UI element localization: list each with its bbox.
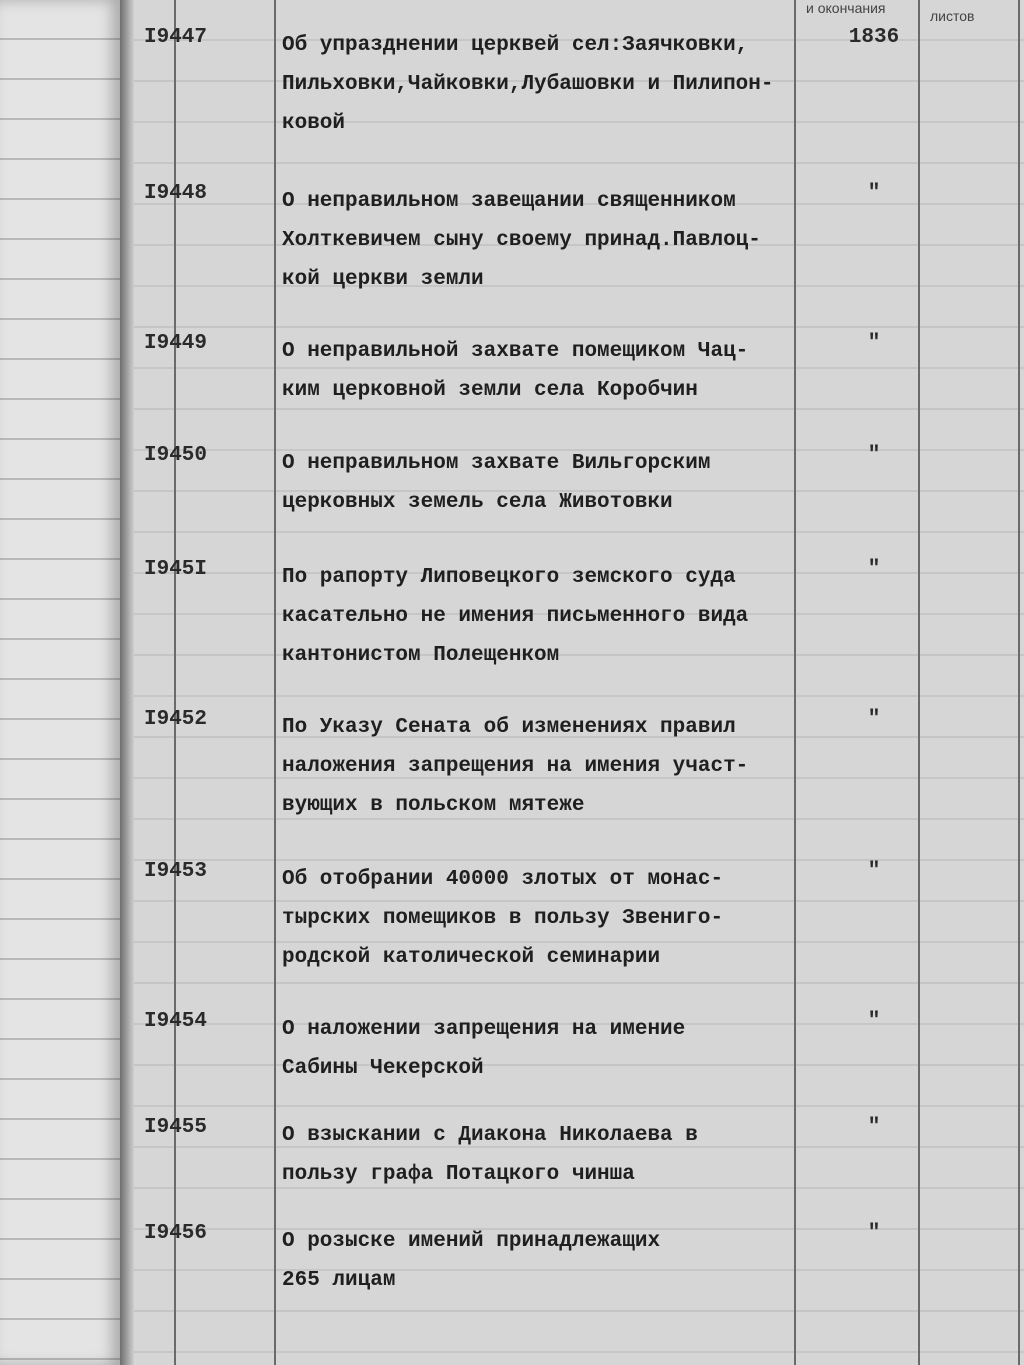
column-rule — [918, 0, 920, 1365]
entry-description: О розыске имений принадлежащих 265 лицам — [282, 1230, 661, 1292]
entry-date: " — [867, 708, 881, 731]
entry-number: I9448 — [144, 182, 208, 205]
entry-date: " — [867, 860, 881, 883]
entry-description: О неправильном захвате Вильгорским церковных земель села Животовки — [282, 452, 711, 514]
entry-description: Об отобрании 40000 злотых от монас- тырских помещиков в пользу Звениго- родской католической семинарии — [282, 868, 724, 969]
entry-date: " — [867, 182, 881, 205]
entry-number: I9452 — [144, 708, 208, 731]
entry-number: I9449 — [144, 332, 208, 355]
entry-description: По рапорту Липовецкого земского суда касательно не имения письменного вида кантонистом Полещенком — [282, 566, 749, 667]
entry-description: О наложении запрещения на имение Сабины Чекерской — [282, 1018, 686, 1080]
column-rule — [274, 0, 276, 1365]
entry-number: I9454 — [144, 1010, 208, 1033]
entry-description: О взыскании с Диакона Николаева в пользу графа Потацкого чинша — [282, 1124, 698, 1186]
facing-page — [0, 0, 126, 1365]
entry-description: О неправильной захвате помещиком Чац- ким церковной земли села Коробчин — [282, 340, 749, 402]
entry-number: I9456 — [144, 1222, 208, 1245]
entry-description: Об упразднении церквей сел:Заячковки, Пильховки,Чайковки,Лубашовки и Пилипон- ковой — [282, 34, 774, 135]
entry-date: " — [867, 332, 881, 355]
entry-date: " — [867, 1116, 881, 1139]
entry-date: " — [867, 1222, 881, 1245]
column-rule — [1018, 0, 1020, 1365]
entry-number: I9447 — [144, 26, 208, 49]
header-dates: и окончания — [806, 0, 886, 16]
entry-number: I9455 — [144, 1116, 208, 1139]
header-sheets: листов — [930, 8, 975, 24]
entry-number: I9453 — [144, 860, 208, 883]
entry-date: " — [867, 558, 881, 581]
entry-description: По Указу Сената об изменениях правил наложения запрещения на имения участ- вующих в польском мятеже — [282, 716, 749, 817]
register-page — [134, 0, 1024, 1365]
entry-date: 1836 — [848, 26, 900, 49]
entry-number: I9450 — [144, 444, 208, 467]
entry-date: " — [867, 444, 881, 467]
book-spine — [120, 0, 134, 1365]
entry-number: I945I — [144, 558, 208, 581]
entry-description: О неправильном завещании священником Холткевичем сыну своему принад.Павлоц- кой церкви земли — [282, 190, 761, 291]
entry-date: " — [867, 1010, 881, 1033]
